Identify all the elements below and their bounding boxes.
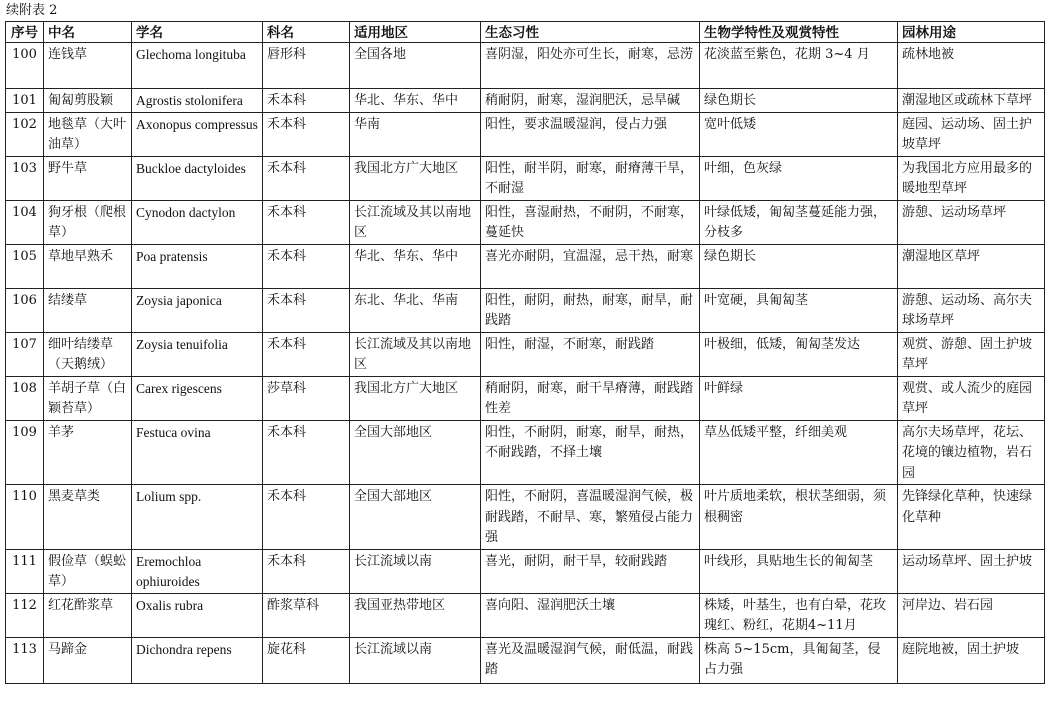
cell-use: 游憩、运动场草坪 xyxy=(898,200,1045,244)
cell-row-number: 110 xyxy=(6,485,44,550)
cell-row-number: 104 xyxy=(6,200,44,244)
cell-row-number: 103 xyxy=(6,156,44,200)
cell-chinese-name: 结缕草 xyxy=(44,288,132,332)
cell-row-number: 106 xyxy=(6,288,44,332)
table-row xyxy=(6,376,1045,420)
cell-chinese-name: 假俭草（蜈蚣草） xyxy=(44,549,132,593)
table-row xyxy=(6,549,1045,593)
cell-scientific-name: Eremochloa ophiuroides xyxy=(132,549,263,593)
cell-chinese-name: 红花酢浆草 xyxy=(44,593,132,637)
cell-features: 叶宽硬，具匍匐茎 xyxy=(700,288,898,332)
cell-family-name: 禾本科 xyxy=(263,244,350,288)
cell-ecology: 稍耐阴，耐寒，湿润肥沃，忌旱碱 xyxy=(481,89,700,113)
table-row xyxy=(6,485,1045,550)
cell-features: 绿色期长 xyxy=(700,244,898,288)
cell-ecology: 稍耐阴，耐寒，耐干旱瘠薄，耐践踏性差 xyxy=(481,376,700,420)
cell-family-name: 禾本科 xyxy=(263,420,350,485)
cell-scientific-name: Festuca ovina xyxy=(132,420,263,485)
cell-features: 绿色期长 xyxy=(700,89,898,113)
cell-scientific-name: Agrostis stolonifera xyxy=(132,89,263,113)
cell-family-name: 禾本科 xyxy=(263,549,350,593)
cell-region: 长江流域及其以南地区 xyxy=(350,332,481,376)
cell-chinese-name: 黑麦草类 xyxy=(44,485,132,550)
cell-scientific-name: Poa pratensis xyxy=(132,244,263,288)
cell-features: 叶绿低矮，匍匐茎蔓延能力强，分枝多 xyxy=(700,200,898,244)
cell-ecology: 喜向阳、湿润肥沃土壤 xyxy=(481,593,700,637)
cell-region: 我国北方广大地区 xyxy=(350,376,481,420)
table-row xyxy=(6,156,1045,200)
cell-use: 观赏、或人流少的庭园草坪 xyxy=(898,376,1045,420)
cell-chinese-name: 野牛草 xyxy=(44,156,132,200)
header-ecology: 生态习性 xyxy=(481,22,700,43)
cell-ecology: 喜光及温暖湿润气候，耐低温，耐践踏 xyxy=(481,637,700,683)
table-row xyxy=(6,200,1045,244)
cell-row-number: 101 xyxy=(6,89,44,113)
cell-use: 高尔夫场草坪，花坛、花境的镶边植物，岩石园 xyxy=(898,420,1045,485)
cell-chinese-name: 细叶结缕草（天鹅绒） xyxy=(44,332,132,376)
cell-use: 运动场草坪、固土护坡 xyxy=(898,549,1045,593)
table-row xyxy=(6,43,1045,89)
header-chinese-name: 中名 xyxy=(44,22,132,43)
cell-family-name: 禾本科 xyxy=(263,112,350,156)
cell-ecology: 阳性，喜湿耐热，不耐阴，不耐寒，蔓延快 xyxy=(481,200,700,244)
cell-features: 草丛低矮平整，纤细美观 xyxy=(700,420,898,485)
cell-row-number: 112 xyxy=(6,593,44,637)
cell-scientific-name: Cynodon dactylon xyxy=(132,200,263,244)
cell-features: 花淡蓝至紫色，花期 3~4 月 xyxy=(700,43,898,89)
cell-use: 潮湿地区或疏林下草坪 xyxy=(898,89,1045,113)
cell-family-name: 禾本科 xyxy=(263,89,350,113)
cell-row-number: 105 xyxy=(6,244,44,288)
cell-region: 全国大部地区 xyxy=(350,485,481,550)
table-row xyxy=(6,288,1045,332)
table-row xyxy=(6,244,1045,288)
table-row xyxy=(6,89,1045,113)
cell-row-number: 102 xyxy=(6,112,44,156)
cell-row-number: 109 xyxy=(6,420,44,485)
cell-scientific-name: Glechoma longituba xyxy=(132,43,263,89)
cell-chinese-name: 羊胡子草（白颖苔草） xyxy=(44,376,132,420)
cell-family-name: 禾本科 xyxy=(263,200,350,244)
cell-features: 叶极细，低矮，匍匐茎发达 xyxy=(700,332,898,376)
cell-region: 全国各地 xyxy=(350,43,481,89)
cell-features: 叶线形，具贴地生长的匍匐茎 xyxy=(700,549,898,593)
cell-use: 庭院地被，固土护坡 xyxy=(898,637,1045,683)
cell-features: 叶细，色灰绿 xyxy=(700,156,898,200)
cell-features: 宽叶低矮 xyxy=(700,112,898,156)
cell-family-name: 禾本科 xyxy=(263,288,350,332)
cell-scientific-name: Buckloe dactyloides xyxy=(132,156,263,200)
cell-scientific-name: Zoysia japonica xyxy=(132,288,263,332)
cell-features: 株矮，叶基生，也有白晕，花玫瑰红、粉红，花期4~11月 xyxy=(700,593,898,637)
cell-region: 长江流域及其以南地区 xyxy=(350,200,481,244)
cell-features: 叶片质地柔软，根状茎细弱，须根稠密 xyxy=(700,485,898,550)
cell-ecology: 阳性，不耐阴，喜温暖湿润气候，极耐践踏，不耐旱、寒，繁殖侵占能力强 xyxy=(481,485,700,550)
cell-scientific-name: Zoysia tenuifolia xyxy=(132,332,263,376)
cell-use: 庭园、运动场、固土护坡草坪 xyxy=(898,112,1045,156)
table-caption: 续附表 2 xyxy=(6,3,58,18)
cell-ecology: 喜阴湿，阳处亦可生长，耐寒，忌涝 xyxy=(481,43,700,89)
cell-chinese-name: 匍匐剪股颖 xyxy=(44,89,132,113)
cell-use: 先锋绿化草种，快速绿化草种 xyxy=(898,485,1045,550)
header-scientific-name: 学名 xyxy=(132,22,263,43)
cell-features: 株高 5~15cm，具匍匐茎，侵占力强 xyxy=(700,637,898,683)
cell-row-number: 113 xyxy=(6,637,44,683)
cell-use: 游憩、运动场、高尔夫球场草坪 xyxy=(898,288,1045,332)
table-row xyxy=(6,332,1045,376)
header-row xyxy=(6,22,1045,43)
cell-family-name: 旋花科 xyxy=(263,637,350,683)
cell-region: 我国北方广大地区 xyxy=(350,156,481,200)
cell-region: 华北、华东、华中 xyxy=(350,89,481,113)
cell-ecology: 阳性，耐阴，耐热，耐寒，耐旱，耐践踏 xyxy=(481,288,700,332)
cell-scientific-name: Carex rigescens xyxy=(132,376,263,420)
cell-chinese-name: 草地早熟禾 xyxy=(44,244,132,288)
cell-ecology: 喜光亦耐阴，宜温湿，忌干热，耐寒 xyxy=(481,244,700,288)
cell-scientific-name: Oxalis rubra xyxy=(132,593,263,637)
cell-scientific-name: Axonopus compressus xyxy=(132,112,263,156)
cell-row-number: 107 xyxy=(6,332,44,376)
cell-region: 全国大部地区 xyxy=(350,420,481,485)
table-row xyxy=(6,637,1045,683)
header-features: 生物学特性及观赏特性 xyxy=(700,22,898,43)
cell-scientific-name: Dichondra repens xyxy=(132,637,263,683)
table-row xyxy=(6,112,1045,156)
header-region: 适用地区 xyxy=(350,22,481,43)
table-row xyxy=(6,593,1045,637)
cell-features: 叶鲜绿 xyxy=(700,376,898,420)
cell-ecology: 阳性，不耐阴，耐寒，耐旱，耐热，不耐践踏，不择土壤 xyxy=(481,420,700,485)
table-body xyxy=(6,43,1045,684)
cell-use: 观赏、游憩、固土护坡草坪 xyxy=(898,332,1045,376)
table-row xyxy=(6,420,1045,485)
cell-scientific-name: Lolium spp. xyxy=(132,485,263,550)
cell-chinese-name: 马蹄金 xyxy=(44,637,132,683)
cell-row-number: 100 xyxy=(6,43,44,89)
cell-family-name: 禾本科 xyxy=(263,156,350,200)
cell-family-name: 禾本科 xyxy=(263,485,350,550)
cell-chinese-name: 连钱草 xyxy=(44,43,132,89)
cell-region: 华北、华东、华中 xyxy=(350,244,481,288)
cell-ecology: 阳性，要求温暖湿润，侵占力强 xyxy=(481,112,700,156)
cell-family-name: 禾本科 xyxy=(263,332,350,376)
cell-ecology: 喜光，耐阴，耐干旱，较耐践踏 xyxy=(481,549,700,593)
cell-use: 为我国北方应用最多的暖地型草坪 xyxy=(898,156,1045,200)
cell-ecology: 阳性，耐湿，不耐寒，耐践踏 xyxy=(481,332,700,376)
header-family: 科名 xyxy=(263,22,350,43)
header-number: 序号 xyxy=(6,22,44,43)
plant-table xyxy=(5,21,1045,684)
cell-region: 长江流域以南 xyxy=(350,637,481,683)
cell-row-number: 108 xyxy=(6,376,44,420)
cell-chinese-name: 狗牙根（爬根草） xyxy=(44,200,132,244)
cell-family-name: 酢浆草科 xyxy=(263,593,350,637)
cell-chinese-name: 地毯草（大叶油草） xyxy=(44,112,132,156)
cell-region: 长江流域以南 xyxy=(350,549,481,593)
cell-row-number: 111 xyxy=(6,549,44,593)
cell-family-name: 唇形科 xyxy=(263,43,350,89)
cell-region: 华南 xyxy=(350,112,481,156)
cell-family-name: 莎草科 xyxy=(263,376,350,420)
cell-use: 河岸边、岩石园 xyxy=(898,593,1045,637)
cell-use: 疏林地被 xyxy=(898,43,1045,89)
cell-use: 潮湿地区草坪 xyxy=(898,244,1045,288)
cell-region: 东北、华北、华南 xyxy=(350,288,481,332)
cell-region: 我国亚热带地区 xyxy=(350,593,481,637)
cell-chinese-name: 羊茅 xyxy=(44,420,132,485)
header-use: 园林用途 xyxy=(898,22,1045,43)
cell-ecology: 阳性，耐半阴，耐寒，耐瘠薄干旱，不耐湿 xyxy=(481,156,700,200)
